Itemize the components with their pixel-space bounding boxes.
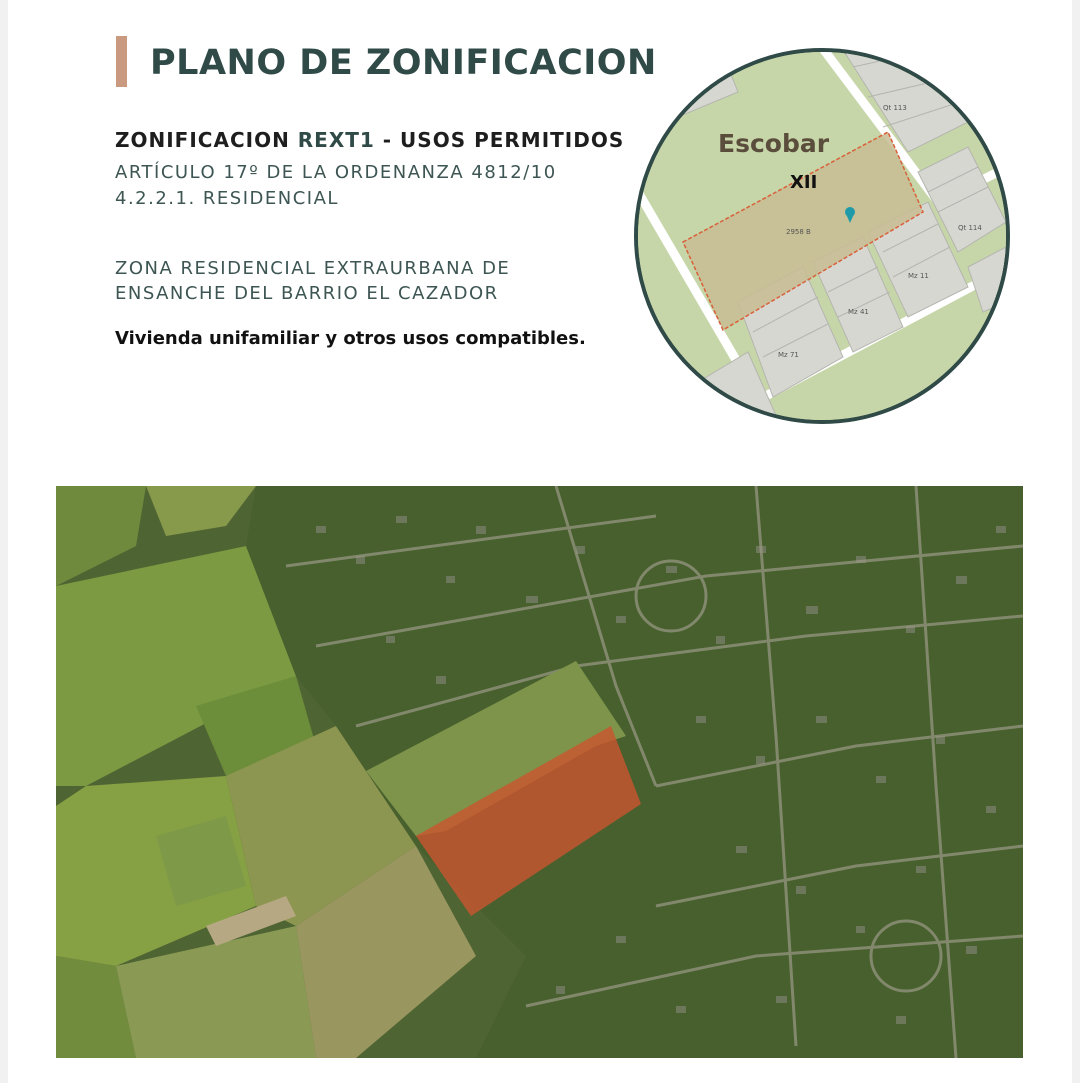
map-block-label: Mz 11 bbox=[908, 272, 929, 280]
zone-description-line1: ZONA RESIDENCIAL EXTRAURBANA DE bbox=[115, 258, 511, 279]
cadastral-map bbox=[634, 48, 1010, 424]
map-block-label: Mz 71 bbox=[778, 351, 799, 359]
permitted-uses: Vivienda unifamiliar y otros usos compatibles. bbox=[115, 328, 586, 349]
map-district-label: XII bbox=[790, 172, 818, 193]
aerial-photo-graphic bbox=[56, 486, 1023, 1058]
map-parcel-label: 2958 B bbox=[786, 228, 811, 236]
map-block-label: Mz 41 bbox=[848, 308, 869, 316]
zoning-heading-suffix: - USOS PERMITIDOS bbox=[382, 128, 625, 152]
map-locality-label: Escobar bbox=[718, 129, 830, 158]
residential-section: 4.2.2.1. RESIDENCIAL bbox=[115, 188, 339, 209]
ordinance-article: ARTÍCULO 17º DE LA ORDENANZA 4812/10 bbox=[115, 162, 557, 183]
page-title: PLANO DE ZONIFICACION bbox=[150, 43, 657, 83]
zone-description-line2: ENSANCHE DEL BARRIO EL CAZADOR bbox=[115, 283, 499, 304]
aerial-photo bbox=[56, 486, 1023, 1058]
title-accent-bar bbox=[116, 36, 127, 87]
cadastral-map-graphic bbox=[638, 52, 1006, 420]
zoning-code: REXT1 bbox=[297, 128, 375, 152]
map-block-label: Qt 114 bbox=[958, 224, 982, 232]
zoning-heading bbox=[115, 128, 624, 152]
map-block-label: Qt 113 bbox=[883, 104, 907, 112]
zoning-heading-prefix: ZONIFICACION bbox=[115, 128, 290, 152]
